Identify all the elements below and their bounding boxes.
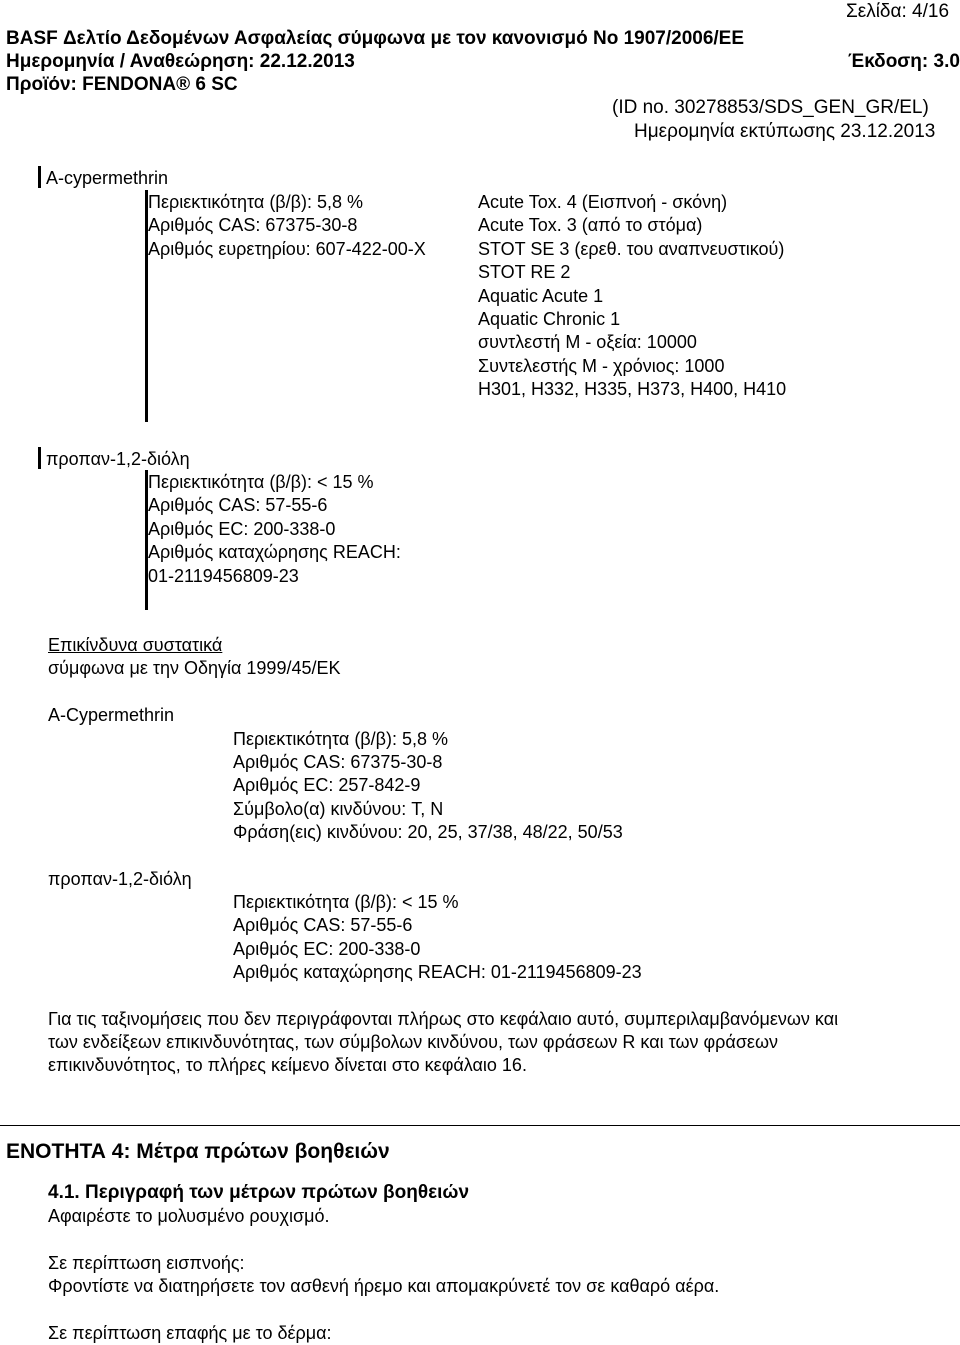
cas-line: Αριθμός CAS: 57-55-6 [233,915,413,935]
ec-line: Αριθμός EC: 257-842-9 [233,775,421,795]
classification-line: STOT RE 2 [478,262,571,282]
m-factor-acute: συντλεστή M - οξεία: 10000 [478,332,697,352]
classification-line: STOT SE 3 (ερεθ. του αναπνευστικού) [478,239,785,259]
h-statements: H301, H332, H335, H373, H400, H410 [478,379,787,399]
inhalation-text: Φροντίστε να διατηρήσετε τον ασθενή ήρεμο και απομακρύνετέ τον σε καθαρό αέρα. [48,1276,720,1296]
revision-bar [38,447,41,469]
page-number: Σελίδα: 4/16 [846,1,950,22]
dangerous-subheading: σύμφωνα με την Οδηγία 1999/45/ΕΚ [48,658,341,678]
note-line: Για τις ταξινομήσεις που δεν περιγράφονται πλήρως στο κεφάλαιο αυτό, συμπεριλαμβανόμενων και [48,1009,839,1029]
classification-line: Acute Tox. 3 (από το στόμα) [478,215,703,235]
risk-phrases: Φράση(εις) κινδύνου: 20, 25, 37/38, 48/22, 50/53 [233,822,623,842]
product-name: FENDONA® 6 SC [82,74,238,95]
classification-line: Aquatic Acute 1 [478,286,604,306]
section-divider [0,1125,960,1126]
classification-line: Acute Tox. 4 (Εισπνοή - σκόνη) [478,192,728,212]
revision-bar [38,166,41,188]
section-title: ΕΝΟΤΗΤΑ 4: Μέτρα πρώτων βοηθειών [6,1140,390,1163]
document-title: BASF Δελτίο Δεδομένων Ασφαλείας σύμφωνα με τον κανονισμό Νο 1907/2006/ΕΕ [6,28,745,49]
content-line: Περιεκτικότητα (β/β): < 15 % [233,892,459,912]
reach-label: Αριθμός καταχώρησης REACH: [148,542,401,562]
content-line: Περιεκτικότητα (β/β): 5,8 % [233,729,449,749]
substance-name: προπαν-1,2-διόλη [46,449,190,469]
print-date: Ημερομηνία εκτύπωσης 23.12.2013 [634,121,936,142]
note-line: των ενδείξεων επικινδυνότητας, των σύμβολων κινδύνου, των φράσεων R και των φράσεων [48,1032,779,1052]
reach-line: Αριθμός καταχώρησης REACH: 01-2119456809-23 [233,962,642,982]
id-number: (ID no. 30278853/SDS_GEN_GR/EL) [612,97,929,118]
dangerous-heading: Επικίνδυνα συστατικά [48,635,223,655]
hazard-symbols: Σύμβολο(α) κινδύνου: T, N [233,799,444,819]
note-line: επικινδυνότητος, το πλήρες κείμενο δίνεται στο κεφάλαιο 16. [48,1055,527,1075]
content-line: Περιεκτικότητα (β/β): 5,8 % [148,192,364,212]
m-factor-chronic: Συντελεστής M - χρόνιος: 1000 [478,356,725,376]
content-line: Περιεκτικότητα (β/β): < 15 % [148,472,374,492]
revision-date: Ημερομηνία / Αναθεώρηση: 22.12.2013 [6,51,355,72]
substance-name: A-Cypermethrin [48,705,175,725]
cas-line: Αριθμός CAS: 57-55-6 [148,495,328,515]
index-line: Αριθμός ευρετηρίου: 607-422-00-X [148,239,426,259]
ec-line: Αριθμός EC: 200-338-0 [233,939,421,959]
substance-name: προπαν-1,2-διόλη [48,869,192,889]
inhalation-label: Σε περίπτωση εισπνοής: [48,1253,245,1273]
skin-contact-label: Σε περίπτωση επαφής με το δέρμα: [48,1323,332,1343]
product-line [6,73,238,96]
instruction-text: Αφαιρέστε το μολυσμένο ρουχισμό. [48,1206,330,1226]
ec-line: Αριθμός EC: 200-338-0 [148,519,336,539]
subsection-title: 4.1. Περιγραφή των μέτρων πρώτων βοηθειών [48,1182,470,1203]
reach-number: 01-2119456809-23 [148,566,299,586]
substance-name: A-cypermethrin [46,168,169,188]
classification-line: Aquatic Chronic 1 [478,309,621,329]
product-label: Προϊόν: [6,74,77,95]
cas-line: Αριθμός CAS: 67375-30-8 [148,215,358,235]
version: Έκδοση: 3.0 [848,51,960,72]
cas-line: Αριθμός CAS: 67375-30-8 [233,752,443,772]
